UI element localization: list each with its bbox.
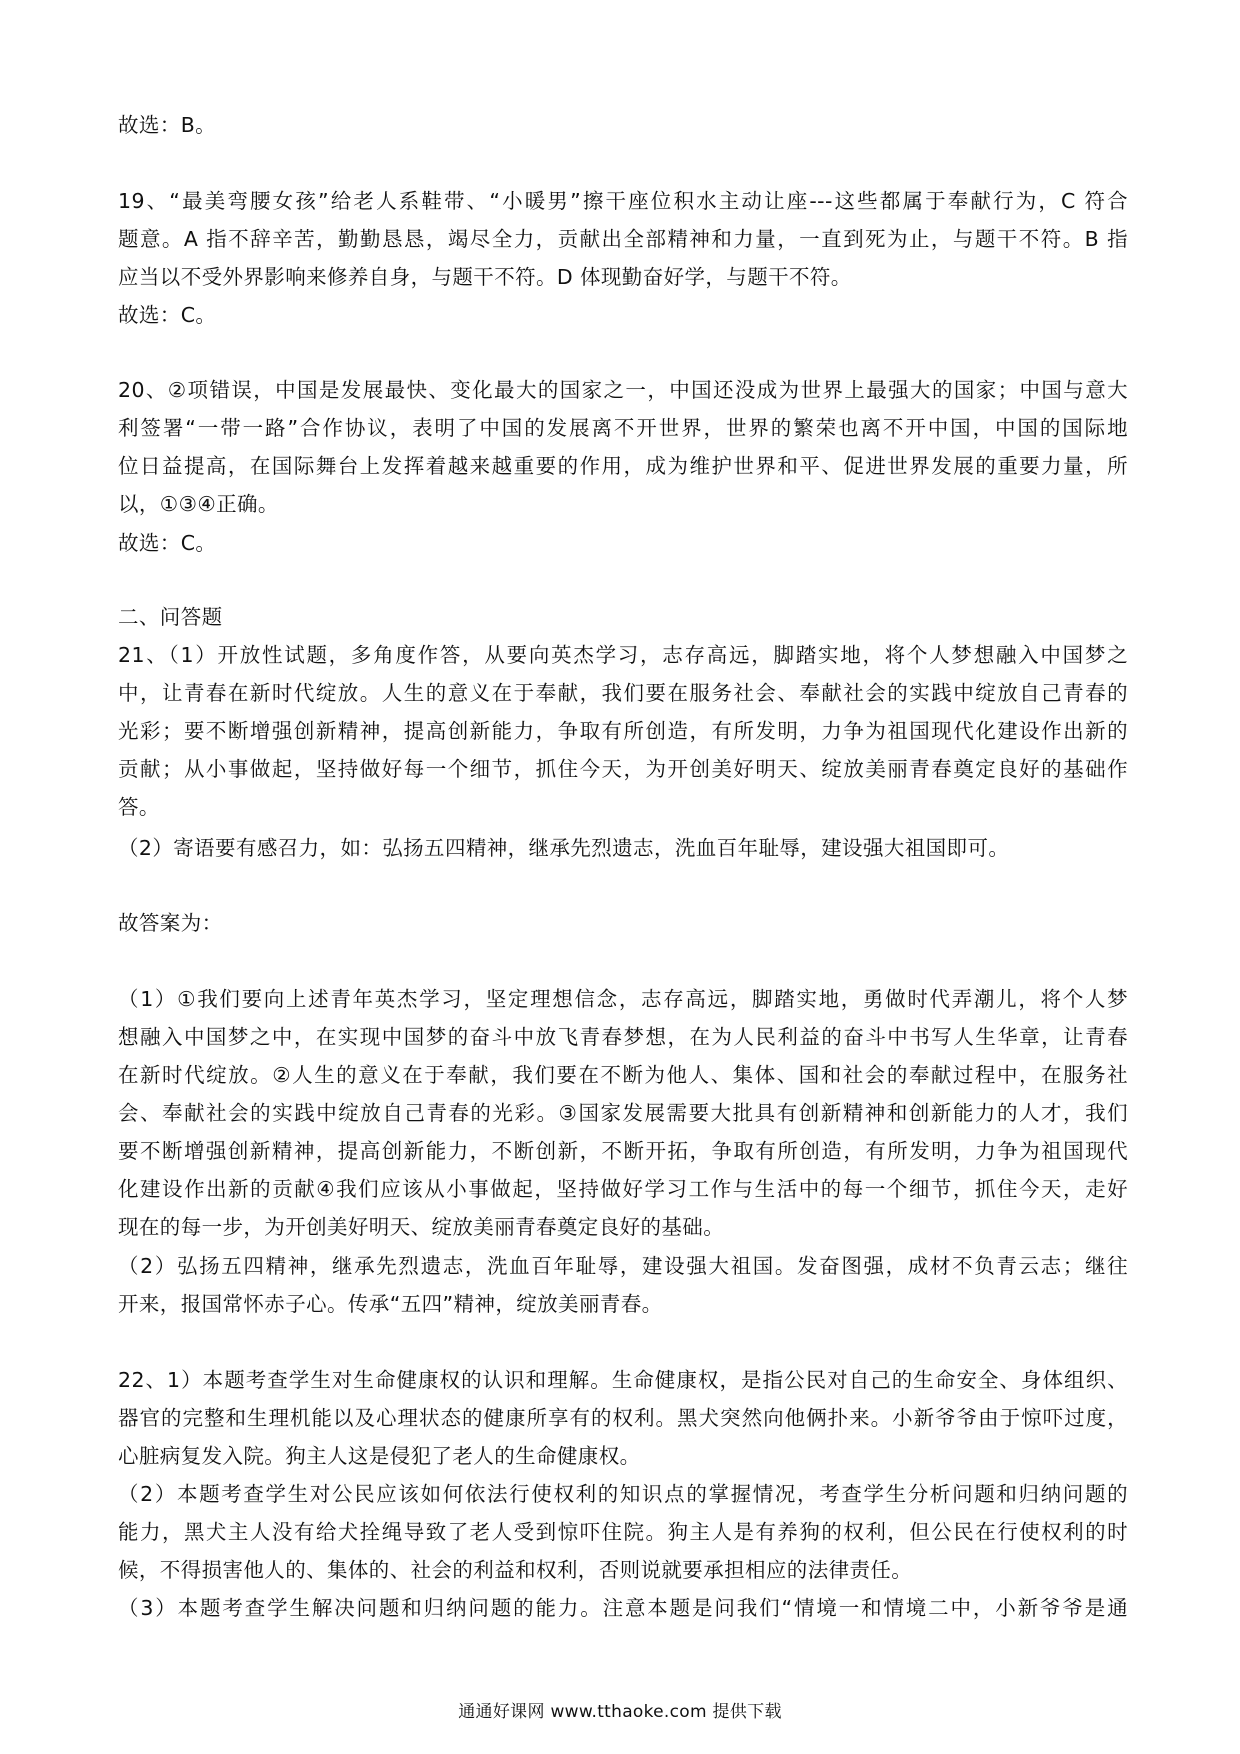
text-line: 贡献；从小事做起，坚持做好每一个细节，抓住今天，为开创美好明天、绽放美丽青春奠定良好的基础作 xyxy=(118,757,1128,781)
explanation-19 xyxy=(118,182,1128,296)
answer-label xyxy=(118,904,1128,942)
text-line: 想融入中国梦之中，在实现中国梦的奋斗中放飞青春梦想，在为人民利益的奋斗中书写人生华章，让青春 xyxy=(118,1025,1128,1049)
section-heading: 二、问答题 xyxy=(118,605,223,629)
text-line: 候，不得损害他人的、集体的、社会的利益和权利，否则说就要承担相应的法律责任。 xyxy=(118,1558,913,1582)
text-line: （3）本题考查学生解决问题和归纳问题的能力。注意本题是问我们“情境一和情境二中，小新爷爷是通 xyxy=(118,1596,1128,1620)
answer-21-part1 xyxy=(118,980,1128,1246)
answer-choice-18 xyxy=(118,106,1128,144)
text-line: 故答案为： xyxy=(118,911,223,935)
text-line: 以，①③④正确。 xyxy=(118,492,279,516)
page-footer: 通通好课网 www.tthaoke.com 提供下载 xyxy=(458,1702,782,1722)
explanation-22-part2 xyxy=(118,1475,1128,1589)
text-line: 开来，报国常怀赤子心。传承“五四”精神，绽放美丽青春。 xyxy=(118,1292,663,1316)
text-line: 答。 xyxy=(118,795,160,819)
text-line: 中，让青春在新时代绽放。人生的意义在于奉献，我们要在服务社会、奉献社会的实践中绽放自己青春的 xyxy=(118,681,1128,705)
answer-choice-19 xyxy=(118,296,1128,334)
text-line: 题意。A 指不辞辛苦，勤勤恳恳，竭尽全力，贡献出全部精神和力量，一直到死为止，与题干不符。B 指 xyxy=(118,227,1128,251)
text-line: 故选：C。 xyxy=(118,531,217,555)
text-line: 光彩；要不断增强创新精神，提高创新能力，争取有所创造，有所发明，力争为祖国现代化建设作出新的 xyxy=(118,719,1128,743)
text-line: 21、（1）开放性试题，多角度作答，从要向英杰学习，志存高远，脚踏实地，将个人梦想融入中国梦之 xyxy=(118,643,1128,667)
text-line: （2）寄语要有感召力，如：弘扬五四精神，继承先烈遗志，洗血百年耻辱，建设强大祖国即可。 xyxy=(118,836,1010,860)
text-line: 现在的每一步，为开创美好明天、绽放美丽青春奠定良好的基础。 xyxy=(118,1215,725,1239)
text-line: 在新时代绽放。②人生的意义在于奉献，我们要在不断为他人、集体、国和社会的奉献过程中，在服务社 xyxy=(118,1063,1128,1087)
explanation-21-part2 xyxy=(118,829,1128,867)
text-line: 故选：C。 xyxy=(118,303,217,327)
text-line: 要不断增强创新精神，提高创新能力，不断创新，不断开拓，争取有所创造，有所发明，力争为祖国现代 xyxy=(118,1139,1128,1163)
text-line: 化建设作出新的贡献④我们应该从小事做起，坚持做好学习工作与生活中的每一个细节，抓住今天，走好 xyxy=(118,1177,1128,1201)
answer-choice-20 xyxy=(118,524,1128,562)
explanation-20 xyxy=(118,371,1128,523)
text-line: 位日益提高，在国际舞台上发挥着越来越重要的作用，成为维护世界和平、促进世界发展的重要力量，所 xyxy=(118,454,1128,478)
text-line: 能力，黑犬主人没有给犬拴绳导致了老人受到惊吓住院。狗主人是有养狗的权利，但公民在行使权利的时 xyxy=(118,1520,1128,1544)
text-line: 应当以不受外界影响来修养自身，与题干不符。D 体现勤奋好学，与题干不符。 xyxy=(118,265,852,289)
explanation-21 xyxy=(118,636,1128,826)
text-line: （2）弘扬五四精神，继承先烈遗志，洗血百年耻辱，建设强大祖国。发奋图强，成材不负青云志；继往 xyxy=(118,1254,1128,1278)
text-line: 器官的完整和生理机能以及心理状态的健康所享有的权利。黑犬突然向他俩扑来。小新爷爷由于惊吓过度， xyxy=(118,1406,1128,1430)
text-line: （2）本题考查学生对公民应该如何依法行使权利的知识点的掌握情况，考查学生分析问题和归纳问题的 xyxy=(118,1482,1128,1506)
answer-21-part2 xyxy=(118,1247,1128,1323)
text-line: 19、“最美弯腰女孩”给老人系鞋带、“小暖男”擦干座位积水主动让座---这些都属于奉献行为，C 符合 xyxy=(118,189,1128,213)
text-line: 20、②项错误，中国是发展最快、变化最大的国家之一，中国还没成为世界上最强大的国家；中国与意大 xyxy=(118,378,1128,402)
text-line: 心脏病复发入院。狗主人这是侵犯了老人的生命健康权。 xyxy=(118,1444,641,1468)
text-line: 故选：B。 xyxy=(118,113,217,137)
text-line: （1）①我们要向上述青年英杰学习，坚定理想信念，志存高远，脚踏实地，勇做时代弄潮儿，将个人梦 xyxy=(118,987,1128,1011)
explanation-22-part1 xyxy=(118,1361,1128,1475)
text-line: 会、奉献社会的实践中绽放自己青春的光彩。③国家发展需要大批具有创新精神和创新能力的人才，我们 xyxy=(118,1101,1128,1125)
text-line: 利签署“一带一路”合作协议，表明了中国的发展离不开世界，世界的繁荣也离不开中国，中国的国际地 xyxy=(118,416,1128,440)
explanation-22-part3 xyxy=(118,1589,1128,1627)
text-line: 22、1）本题考查学生对生命健康权的认识和理解。生命健康权，是指公民对自己的生命安全、身体组织、 xyxy=(118,1368,1128,1392)
